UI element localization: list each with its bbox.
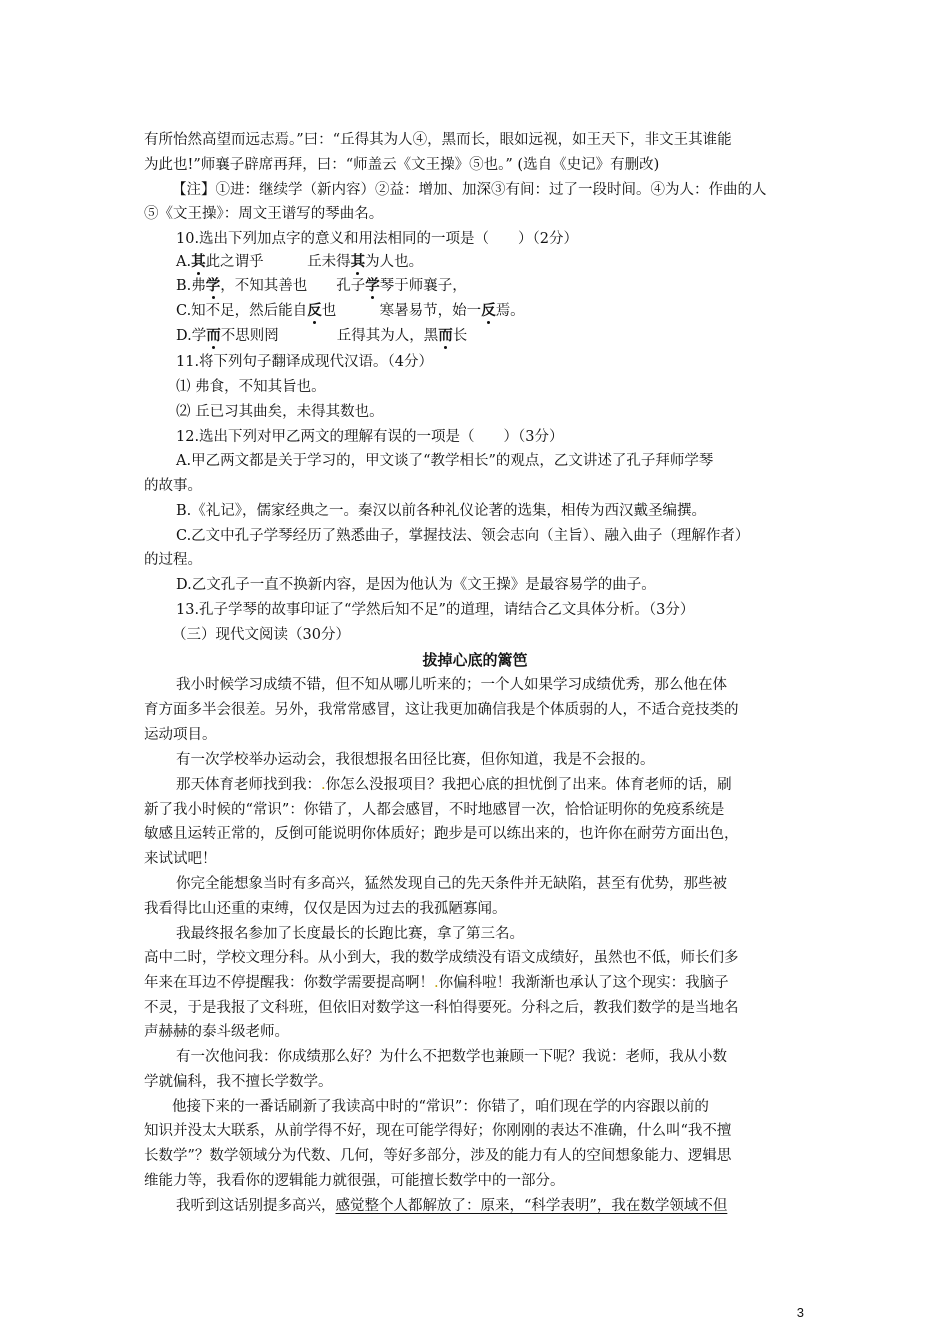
article-line: 敏感且运转正常的，反倒可能说明你体质好；跑步是可以练出来的，也许你在耐劳方面出色， (144, 826, 739, 842)
dotted-char: 学 (205, 277, 221, 294)
question-10-option-c (176, 301, 525, 321)
text: 那天体育老师找到我： (176, 777, 321, 793)
dotted-char: 反 (481, 302, 496, 319)
article-line: 运动项目。 (144, 727, 217, 743)
question-11-sentence: ⑵ 丘已习其曲矣，未得其数也。 (176, 404, 384, 420)
underlined-sentence: 感觉整个人都解放了：原来，“科学表明”，我在数学领域不但 (335, 1198, 728, 1214)
article-line: 新了我小时候的“常识”：你错了，人都会感冒，不时地感冒一次，恰恰证明你的免疫系统是 (144, 802, 725, 818)
article-line: 知识并没太大联系，从前学得不好，现在可能学得好；你刚刚的表达不准确，什么叫“我不擅 (144, 1123, 732, 1139)
text: 你怎么没报项目？我把心底的担忧倒了出来。体育老师的话，刷 (325, 777, 732, 793)
question-10-option-b (176, 276, 467, 296)
question-12-option-a: A.甲乙两文都是关于学习的，甲文谈了“教学相长”的观点，乙文讲述了孔子拜师学琴 (176, 453, 714, 469)
question-10-option-d (176, 326, 467, 346)
page-number: 3 (796, 1305, 804, 1320)
article-line (176, 775, 732, 795)
text: 焉。 (495, 303, 525, 319)
passage-line: 有所怡然高望而远志焉。”曰：“丘得其为人④，黑而长，眼如远视，如王天下，非文王其谁能 (144, 132, 732, 148)
question-12-option-b: B.《礼记》，儒家经典之一。秦汉以前各种礼仪论著的选集，相传为西汉戴圣编撰。 (176, 503, 707, 519)
section-heading: （三）现代文阅读（30分） (172, 627, 350, 643)
question-10-stem: 10.选出下列加点字的意义和用法相同的一项是（ ）（2分） (176, 231, 579, 247)
text: 不思则罔 丘得其为人，黑 (220, 328, 439, 344)
dotted-char: 而 (438, 327, 453, 344)
question-12-stem: 12.选出下列对甲乙两文的理解有误的一项是（ ）（3分） (176, 429, 564, 445)
article-line (144, 973, 729, 993)
dotted-char: 反 (307, 302, 322, 319)
article-line: 长数学”？数学领域分为代数、几何，等好多部分，涉及的能力有人的空间想象能力、逻辑思 (144, 1148, 732, 1164)
question-10-option-a (176, 252, 423, 272)
dotted-char: 其 (191, 253, 206, 270)
question-11-stem: 11.将下列句子翻译成现代汉语。（4分） (176, 354, 434, 370)
article-line: 我看得比山还重的束缚，仅仅是因为过去的我孤陋寡闻。 (144, 901, 507, 917)
article-line: 有一次学校举办运动会，我很想报名田径比赛，但你知道，我是不会报的。 (176, 752, 655, 768)
article-line: 他接下来的一番话刷新了我读高中时的“常识”：你错了，咱们现在学的内容跟以前的 (172, 1099, 709, 1115)
article-title: 拔掉心底的篱笆 (422, 651, 528, 669)
text: 你偏科啦！我渐渐也承认了这个现实：我脑子 (438, 975, 729, 991)
article-line: 育方面多半会很差。另外，我常常感冒，这让我更加确信我是个体质弱的人，不适合竞技类的 (144, 702, 739, 718)
text: 年来在耳边不停提醒我：你数学需要提高啊！ (144, 975, 434, 991)
article-line: 高中二时，学校文理分科。从小到大，我的数学成绩没有语文成绩好，虽然也不低，师长们多 (144, 950, 739, 966)
question-12-option-a-cont: 的故事。 (144, 478, 202, 494)
dotted-char: 其 (350, 253, 366, 270)
question-12-option-c-cont: 的过程。 (144, 552, 202, 568)
text: A. (176, 254, 192, 270)
text: B.弗 (176, 278, 206, 294)
text: C.知不足，然后能自 (176, 303, 308, 319)
text: 此之谓乎 丘未得 (205, 254, 351, 270)
text: 我听到这话别提多高兴， (176, 1198, 336, 1214)
text: 琴于师襄子， (379, 278, 467, 294)
article-line: 学就偏科，我不擅长学数学。 (144, 1074, 333, 1090)
article-line: 我最终报名参加了长度最长的长跑比赛，拿了第三名。 (176, 926, 524, 942)
question-12-option-d: D.乙文孔子一直不换新内容，是因为他认为《文王操》是最容易学的曲子。 (176, 577, 656, 593)
article-line: 维能力等，我看你的逻辑能力就很强，可能擅长数学中的一部分。 (144, 1173, 565, 1189)
article-line: 声赫赫的泰斗级老师。 (144, 1024, 289, 1040)
article-line: 我小时候学习成绩不错，但不知从哪儿听来的；一个人如果学习成绩优秀，那么他在体 (176, 677, 727, 693)
text: ，不知其善也 孔子 (220, 278, 366, 294)
passage-line: 为此也!”师襄子辟席再拜，曰：“师盖云《文王操》⑤也。” (选自《史记》有删改) (144, 157, 660, 173)
article-line (176, 1196, 727, 1216)
article-line: 有一次他问我：你成绩那么好？为什么不把数学也兼顾一下呢？我说：老师，我从小数 (176, 1049, 727, 1065)
question-11-sentence: ⑴ 弗食，不知其旨也。 (176, 379, 326, 395)
article-line: 来试试吧！ (144, 851, 217, 867)
text: 为人也。 (365, 254, 424, 270)
question-13: 13.孔子学琴的故事印证了“学然后知不足”的道理，请结合乙文具体分析。（3分） (176, 602, 695, 618)
text: 也 寒暑易节，始一 (321, 303, 482, 319)
dotted-char: 而 (206, 327, 221, 344)
article-line: 不灵，于是我报了文科班，但依旧对数学这一科怕得要死。分科之后，教我们数学的是当地名 (144, 1000, 739, 1016)
notes-line: 【注】①进：继续学（新内容）②益：增加、加深③有间：过了一段时间。④为人：作曲的人 (172, 182, 767, 198)
text: D.学 (176, 328, 207, 344)
article-line: 你完全能想象当时有多高兴，猛然发现自己的先天条件并无缺陷，甚至有优势，那些被 (176, 876, 727, 892)
dotted-char: 学 (365, 277, 380, 294)
text: 长 (452, 328, 468, 344)
mark: . (321, 777, 326, 793)
mark: . (434, 975, 439, 991)
notes-line: ⑤《文王操》：周文王谱写的琴曲名。 (144, 206, 384, 222)
question-12-option-c: C.乙文中孔子学琴经历了熟悉曲子，掌握技法、领会志向（主旨）、融入曲子（理解作者） (176, 528, 750, 544)
